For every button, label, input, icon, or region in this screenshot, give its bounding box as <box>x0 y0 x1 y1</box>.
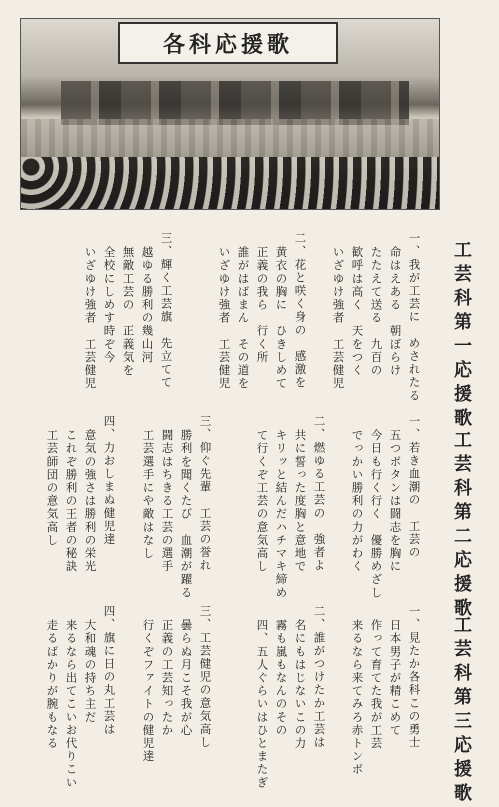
song1-line: 三、輝く工芸旗 先立てて <box>159 232 174 390</box>
song3-line: 日本男子が精こめて <box>388 619 403 737</box>
song1-line: いざゆけ強者 工芸健児 <box>83 246 98 391</box>
song1-line: 全校にしめす時ぞ今 <box>102 246 117 364</box>
song2-line: 工芸選手にや敵はなし <box>141 429 156 560</box>
song3-line: 二、誰がつけたか工芸は <box>312 605 327 750</box>
song3-line: 四、旗に日の丸工芸は <box>102 605 117 736</box>
song1-line: 黄衣の胸に ひきしめて <box>274 246 289 391</box>
song1-line: 正義の我ら 行く所 <box>255 246 270 364</box>
song3-line: 正義の工芸知ったか <box>160 619 175 737</box>
song3-line: 行くぞファイトの健児達 <box>141 619 156 764</box>
song2-line: 一、若き血潮の 工芸の <box>407 415 422 560</box>
page-title: 各科応援歌 <box>118 22 338 64</box>
song2-line: 三、仰ぐ先輩 工芸の誉れ <box>198 415 213 573</box>
song3-line: 四、五人ぐらいはひとまたぎ <box>255 619 270 790</box>
song1-heading: 工芸科第一応援歌 <box>451 240 472 432</box>
song3-line: 霧も嵐もなんのその <box>274 619 289 737</box>
song2-line: 闘志はちきる工芸の選手 <box>160 429 175 574</box>
song3-line: 曇らぬ月こそ我が心 <box>179 619 194 737</box>
song2-line: でっかい勝利の力がわく <box>350 429 365 574</box>
song1-line: 無敵工芸の 正義気を <box>121 246 136 377</box>
song2-line: て行くぞ工芸の意気高し <box>255 429 270 574</box>
song1-line: 命はえある 朝ぼらけ <box>388 246 403 377</box>
song2-heading: 工芸科第二応援歌 <box>451 430 472 622</box>
song2-line: 今日も行く行く 優勝めざし <box>369 429 384 600</box>
song1-line: 誰がはばまん その道を <box>236 246 251 391</box>
song2-line: これぞ勝利の王者の秘訣 <box>64 429 79 574</box>
song3-line: 一、見たか各科この勇士 <box>407 605 422 750</box>
song1-line: 一、我が工芸に めされたる <box>407 232 422 403</box>
song2-line: キリッと結んだハチマキ締め <box>274 429 289 600</box>
song2-line: 意気の強さは勝利の栄光 <box>83 429 98 574</box>
song2-line: 勝利を聞くたび 血潮が躍る <box>179 429 194 600</box>
song3-line: 来るなら出てこいお代りこい <box>64 619 79 790</box>
song1-line: 歓呼は高く 天をつく <box>350 246 365 377</box>
song3-line: 走るばかりが腕もなる <box>45 619 60 750</box>
song3-line: 三、工芸健児の意気高し <box>198 605 213 750</box>
song2-line: 共に誓った度胸と意地で <box>293 429 308 574</box>
song2-line: 五つボタンは闘志を胸に <box>388 429 403 574</box>
song2-line: 工芸師団の意気高し <box>45 429 60 547</box>
song1-line: 越ゆる勝利の幾山河 <box>140 246 155 364</box>
song3-line: 大和魂の持ち主だ <box>83 619 98 724</box>
song1-line: いざゆけ強者 工芸健児 <box>217 246 232 391</box>
song1-line: 二、花と咲く身の 感激を <box>293 232 308 390</box>
song2-line: 二、燃ゆる工芸の 強者よ <box>312 415 327 573</box>
song3-line: 名にもはじないこの力 <box>293 619 308 750</box>
song3-line: 来るなら来てみろ赤トンボ <box>350 619 365 777</box>
song1-line: いざゆけ強者 工芸健児 <box>331 246 346 391</box>
photo-crowd <box>21 157 439 209</box>
song3-line: 作って育てた我が工芸 <box>369 619 384 750</box>
song2-line: 四、力おしまぬ健児達 <box>102 415 117 546</box>
song3-heading: 工芸科第三応援歌 <box>451 615 472 807</box>
song1-line: たたえて送る 九百の <box>369 246 384 377</box>
